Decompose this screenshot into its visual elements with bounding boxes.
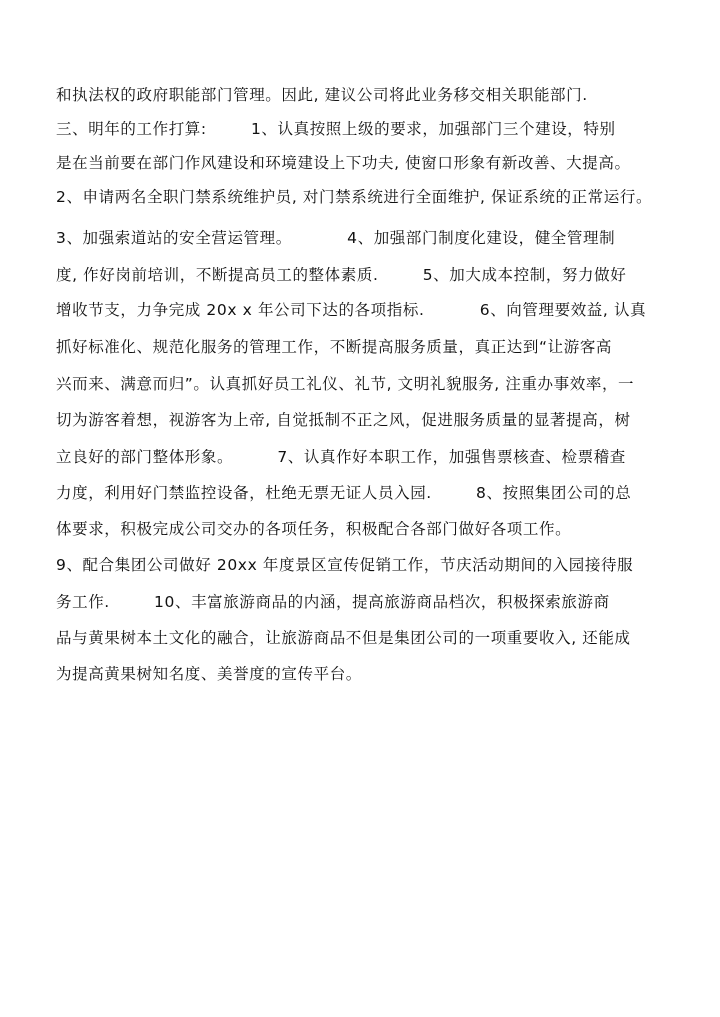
text-line: 9、配合集团公司做好 20xx 年度景区宣传促销工作，节庆活动期间的入园接待服 xyxy=(56,556,634,574)
text-line: 兴而来、满意而归”。认真抓好员工礼仪、礼节, 文明礼貌服务, 注重办事效率，一 xyxy=(56,375,635,393)
text-line: 力度，利用好门禁监控设备，杜绝无票无证人员入园. 8、按照集团公司的总 xyxy=(56,484,632,502)
text-line: 是在当前要在部门作风建设和环境建设上下功夫, 使窗口形象有新改善、大提高。 xyxy=(56,154,631,172)
text-line: 为提高黄果树知名度、美誉度的宣传平台。 xyxy=(56,665,362,683)
text-line: 增收节支，力争完成 20x x 年公司下达的各项指标. 6、向管理要效益, 认真 xyxy=(56,301,647,319)
text-line: 3、加强索道站的安全营运管理。 4、加强部门制度化建设，健全管理制 xyxy=(56,229,616,247)
text-line: 度, 作好岗前培训，不断提高员工的整体素质. 5、加大成本控制，努力做好 xyxy=(56,266,627,284)
text-line: 立良好的部门整体形象。 7、认真作好本职工作，加强售票核查、检票稽查 xyxy=(56,448,626,466)
text-line: 抓好标准化、规范化服务的管理工作，不断提高服务质量，真正达到“让游客高 xyxy=(56,338,613,356)
text-line: 体要求，积极完成公司交办的各项任务，积极配合各部门做好各项工作。 xyxy=(56,520,572,538)
text-line: 切为游客着想，视游客为上帝, 自觉抵制不正之风，促进服务质量的显著提高，树 xyxy=(56,411,631,429)
text-line: 务工作. 10、丰富旅游商品的内涵，提高旅游商品档次，积极探索旅游商 xyxy=(56,593,610,611)
text-line: 2、申请两名全职门禁系统维护员, 对门禁系统进行全面维护, 保证系统的正常运行。 xyxy=(56,188,653,206)
text-line: 和执法权的政府职能部门管理。因此, 建议公司将此业务移交相关职能部门. xyxy=(56,86,588,104)
text-line: 三、明年的工作打算: 1、认真按照上级的要求，加强部门三个建设，特别 xyxy=(56,120,616,138)
text-line: 品与黄果树本土文化的融合，让旅游商品不但是集团公司的一项重要收入, 还能成 xyxy=(56,629,631,647)
